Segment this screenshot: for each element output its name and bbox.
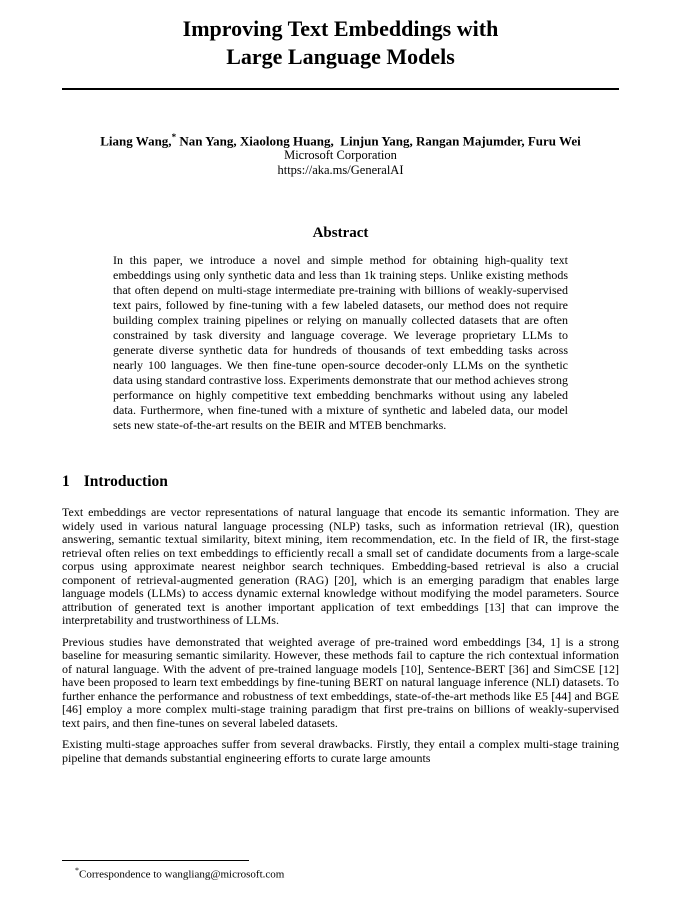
title-rule [62, 88, 619, 90]
footnote [62, 860, 619, 882]
affiliation: Microsoft Corporation [284, 148, 397, 163]
section-title: Introduction [83, 473, 168, 491]
title-line-1: Improving Text Embeddings with [182, 16, 499, 41]
author-names-rest: Nan Yang, Xiaolong Huang, Linjun Yang, Rangan Majumder, Furu Wei [176, 133, 581, 149]
abstract-heading: Abstract [312, 225, 369, 242]
footnote-body: Correspondence to wangliang@microsoft.com [79, 868, 285, 881]
author-footnote-marker: * [171, 132, 177, 142]
footnote-rule [62, 860, 249, 861]
section-heading-introduction [62, 473, 619, 491]
authors-line [62, 130, 619, 148]
intro-paragraph-2: Previous studies have demonstrated that weighted average of pre-trained word embeddings [34, 1] is a strong baseline for measuring semantic similarity. However, these methods fail to capture the rich contextual information of natural language. With the advent of pre-trained language models [10], Sentence-BERT [36] and SimCSE [12] have been proposed to learn text embeddings by fine-tuning BERT on natural language inference (NLI) datasets. To further enhance the performance and robustness of text embeddings, state-of-the-art methods like E5 [44] and BGE [46] employ a more complex multi-stage training paradigm that first pre-trains on billions of weakly-supervised text pairs, and then fine-tunes on several labeled datasets. [62, 634, 619, 730]
footnote-marker: * [75, 866, 79, 875]
paper-title [62, 15, 619, 71]
paper-url-link[interactable]: https://aka.ms/GeneralAI [277, 163, 404, 178]
section-number: 1 [62, 473, 70, 491]
intro-paragraph-3: Existing multi-stage approaches suffer from several drawbacks. Firstly, they entail a complex multi-stage training pipeline that demands substantial engineering efforts to curate large amounts [62, 737, 619, 765]
intro-paragraph-1: Text embeddings are vector representations of natural language that encode its semantic information. They are widely used in various natural language processing (NLP) tasks, such as information retrieval (IR), question answering, semantic textual similarity, bitext mining, item recommendation, etc. In the field of IR, the first-stage retrieval often relies on text embeddings to efficiently recall a small set of candidate documents from a large-scale corpus using approximate nearest neighbor search techniques. Embedding-based retrieval is also a crucial component of retrieval-augmented generation (RAG) [20], which is an emerging paradigm that enables large language models (LLMs) to access dynamic external knowledge without modifying the model parameters. Source attribution of generated text is another important application of text embeddings [13] that can improve the interpretability and trustworthiness of LLMs. [62, 505, 619, 628]
author-name-first: Liang Wang, [100, 133, 172, 149]
footnote-text [62, 864, 619, 882]
title-line-2: Large Language Models [226, 44, 455, 69]
abstract-body: In this paper, we introduce a novel and simple method for obtaining high-quality text embeddings using only synthetic data and less than 1k training steps. Unlike existing methods that often depend on multi-stage intermediate pre-training with billions of weakly-supervised text pairs, followed by fine-tuning with a few labeled datasets, our method does not require building complex training pipelines or relying on manually collected datasets that are often constrained by task diversity and language coverage. We leverage proprietary LLMs to generate diverse synthetic data for hundreds of thousands of text embedding tasks across nearly 100 languages. We then fine-tune open-source decoder-only LLMs on the synthetic data using standard contrastive loss. Experiments demonstrate that our method achieves strong performance on highly competitive text embedding benchmarks without using any labeled data. Furthermore, when fine-tuned with a mixture of synthetic and labeled data, our model sets new state-of-the-art results on the BEIR and MTEB benchmarks. [113, 253, 568, 433]
